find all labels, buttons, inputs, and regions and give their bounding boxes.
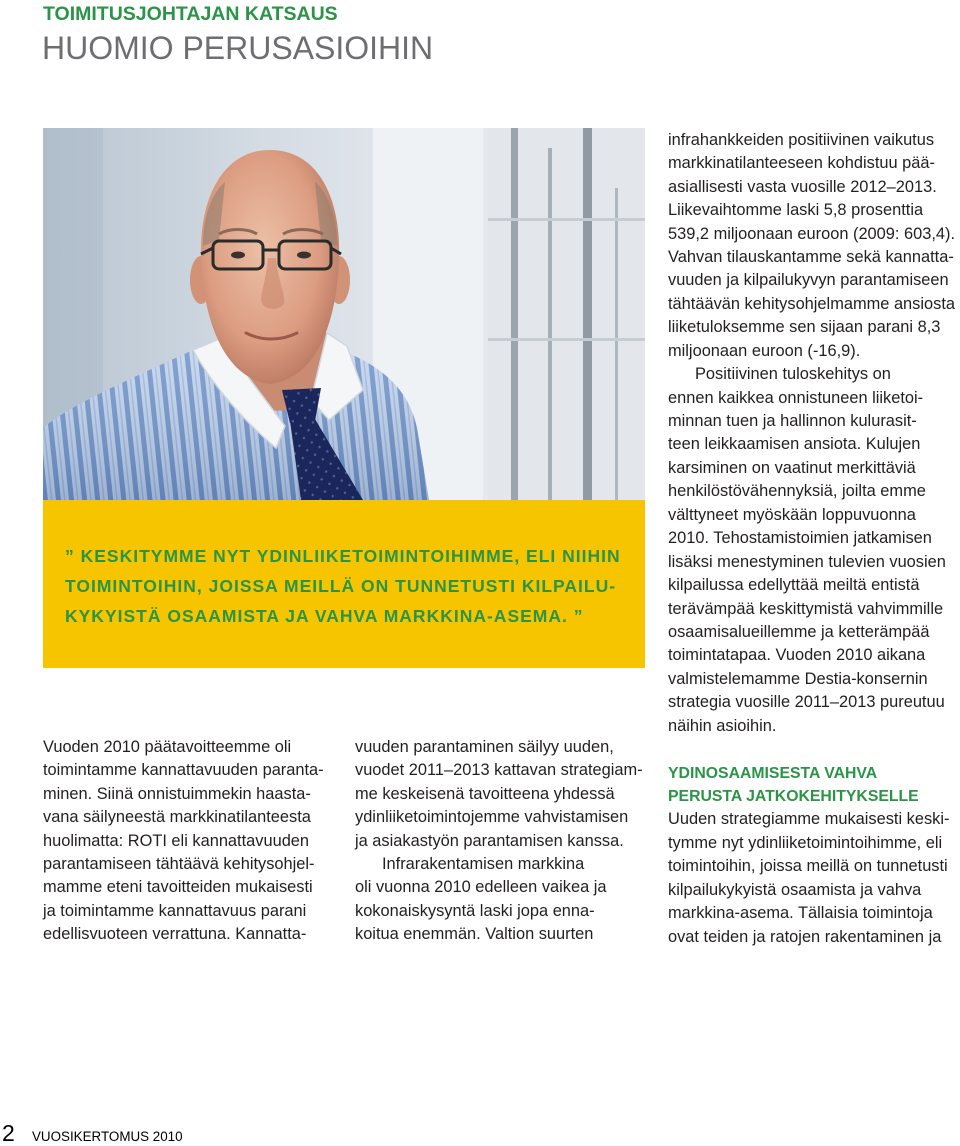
text-line: ennen kaikkea onnistuneen liiketoi- bbox=[668, 388, 924, 407]
text-line: kilpailukykyistä osaamista ja vahva bbox=[668, 880, 922, 899]
text-line: toimintamme kannattavuuden paranta- bbox=[43, 761, 324, 780]
text-line: huolimatta: ROTI eli kannattavuuden bbox=[43, 831, 310, 850]
pull-quote-line: KYKYISTÄ OSAAMISTA JA VAHVA MARKKINA-ASEMA. ” bbox=[65, 606, 584, 626]
text-line: markkina-asema. Tällaisia toimintoja bbox=[668, 904, 933, 923]
text-line: välttyneet myöskään loppuvuonna bbox=[668, 505, 916, 524]
text-line: infrahankkeiden positiivinen vaikutus bbox=[668, 130, 935, 149]
text-line: markkinatilanteeseen kohdistuu pää- bbox=[668, 154, 935, 173]
text-line: edellisvuoteen verrattuna. Kannatta- bbox=[43, 925, 307, 944]
text-line: terävämpää keskittymistä vahvimmille bbox=[668, 599, 944, 618]
pull-quote bbox=[65, 541, 621, 631]
publication-name: VUOSIKERTOMUS 2010 bbox=[32, 1128, 183, 1144]
text-line: kokonaiskysyntä laski jopa enna- bbox=[355, 901, 595, 920]
text-line: Infrarakentamisen markkina bbox=[382, 854, 585, 873]
page-number: 2 bbox=[2, 1120, 15, 1146]
text-line: mamme eteni tavoitteiden mukaisesti bbox=[43, 878, 313, 897]
text-line: ja asiakastyön parantamisen kanssa. bbox=[355, 831, 624, 850]
text-line: Positiivinen tuloskehitys on bbox=[695, 365, 891, 384]
text-line: ovat teiden ja ratojen rakentaminen ja bbox=[668, 927, 942, 946]
text-line: minnan tuen ja hallinnon kulurasit- bbox=[668, 412, 917, 431]
text-line: valmistelemamme Destia-konsernin bbox=[668, 669, 928, 688]
text-line: tymme nyt ydinliiketoimintoihimme, eli bbox=[668, 833, 943, 852]
body-column-middle bbox=[355, 736, 655, 947]
pull-quote-box bbox=[43, 500, 645, 668]
text-line: 539,2 miljoonaan euroon (2009: 603,4). bbox=[668, 224, 956, 243]
page-title: HUOMIO PERUSASIOIHIN bbox=[42, 30, 434, 66]
text-line: parantamiseen tähtäävä kehitysohjel- bbox=[43, 854, 315, 873]
text-line: vuuden ja kilpailukyvyn parantamiseen bbox=[668, 271, 949, 290]
text-line: henkilöstövähennyksiä, joilta emme bbox=[668, 482, 926, 501]
text-line: vuuden parantaminen säilyy uuden, bbox=[355, 737, 614, 756]
text-line: tähtäävän kehitysohjelmamme ansiosta bbox=[668, 294, 955, 313]
text-line: karsiminen on vaatinut merkittäviä bbox=[668, 458, 916, 477]
text-line: toimintatapaa. Vuoden 2010 aikana bbox=[668, 646, 926, 665]
section-subheading: YDINOSAAMISESTA VAHVA bbox=[668, 764, 878, 782]
section-label: TOIMITUSJOHTAJAN KATSAUS bbox=[43, 3, 338, 25]
text-line: teen leikkaamisen ansiota. Kulujen bbox=[668, 435, 921, 454]
text-line: strategia vuosille 2011–2013 pureutuu bbox=[668, 693, 945, 712]
text-line: Vahvan tilauskantamme sekä kannatta- bbox=[668, 247, 954, 266]
text-line: ja toimintamme kannattavuus parani bbox=[43, 901, 307, 920]
text-line: liiketuloksemme sen sijaan parani 8,3 bbox=[668, 318, 941, 337]
text-line: vuodet 2011–2013 kattavan strategiam- bbox=[355, 761, 643, 780]
text-line: vana säilyneestä markkinatilanteesta bbox=[43, 808, 311, 827]
ceo-photo bbox=[43, 128, 645, 500]
text-line: Liikevaihtomme laski 5,8 prosenttia bbox=[668, 201, 924, 220]
paragraph-spacer bbox=[668, 738, 956, 761]
text-line: toimintoihin, joissa meillä on tunnetusti bbox=[668, 857, 948, 876]
text-line: asiallisesti vasta vuosille 2012–2013. bbox=[668, 177, 937, 196]
section-subheading: PERUSTA JATKOKEHITYKSELLE bbox=[668, 788, 919, 806]
text-line: kilpailussa edellyttää meiltä entistä bbox=[668, 576, 920, 595]
pull-quote-line: ” KESKITYMME NYT YDINLIIKETOIMINTOIHIMME, ELI NIIHIN bbox=[65, 546, 621, 566]
ceo-photo-illustration bbox=[43, 128, 645, 500]
text-line: näihin asioihin. bbox=[668, 716, 777, 735]
text-line: ydinliiketoimintojemme vahvistamisen bbox=[355, 808, 629, 827]
text-line: osaamisalueillemme ja ketterämpää bbox=[668, 622, 930, 641]
text-line: Vuoden 2010 päätavoitteemme oli bbox=[43, 737, 292, 756]
text-line: koitua enemmän. Valtion suurten bbox=[355, 925, 594, 944]
text-line: miljoonaan euroon (-16,9). bbox=[668, 341, 861, 360]
text-line: me keskeisenä tavoitteena yhdessä bbox=[355, 784, 615, 803]
text-line: 2010. Tehostamistoimien jatkamisen bbox=[668, 529, 932, 548]
text-line: Uuden strategiamme mukaisesti keski- bbox=[668, 810, 950, 829]
text-line: oli vuonna 2010 edelleen vaikea ja bbox=[355, 878, 607, 897]
pull-quote-line: TOIMINTOIHIN, JOISSA MEILLÄ ON TUNNETUSTI KILPAILU- bbox=[65, 576, 617, 596]
body-column-left bbox=[43, 736, 343, 947]
body-column-right bbox=[668, 129, 956, 949]
text-line: lisäksi menestyminen tulevien vuosien bbox=[668, 552, 946, 571]
text-line: minen. Siinä onnistuimmekin haasta- bbox=[43, 784, 311, 803]
